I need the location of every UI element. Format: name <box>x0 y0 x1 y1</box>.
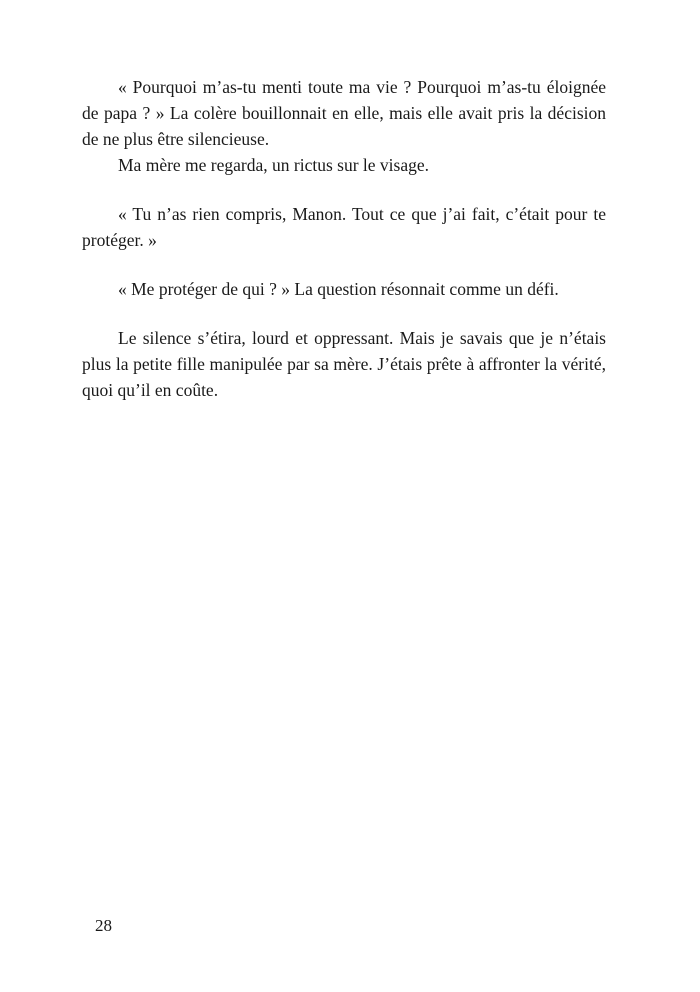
book-page-body <box>82 74 606 403</box>
paragraph-1: « Pourquoi m’as-tu menti toute ma vie ? Pourquoi m’as-tu éloignée de papa ? » La colère bouillonnait en elle, mais elle avait pris la décision de ne plus être silencieuse. <box>82 77 606 149</box>
paragraph-4: « Me protéger de qui ? » La question résonnait comme un défi. <box>118 279 559 299</box>
paragraph-5: Le silence s’étira, lourd et oppressant. Mais je savais que je n’étais plus la petite fille manipulée par sa mère. J’étais prête à affronter la vérité, quoi qu’il en coûte. <box>82 328 606 400</box>
page-number: 28 <box>95 916 112 935</box>
paragraph-2: Ma mère me regarda, un rictus sur le visage. <box>118 155 429 175</box>
paragraph-3: « Tu n’as rien compris, Manon. Tout ce que j’ai fait, c’était pour te protéger. » <box>82 204 606 250</box>
